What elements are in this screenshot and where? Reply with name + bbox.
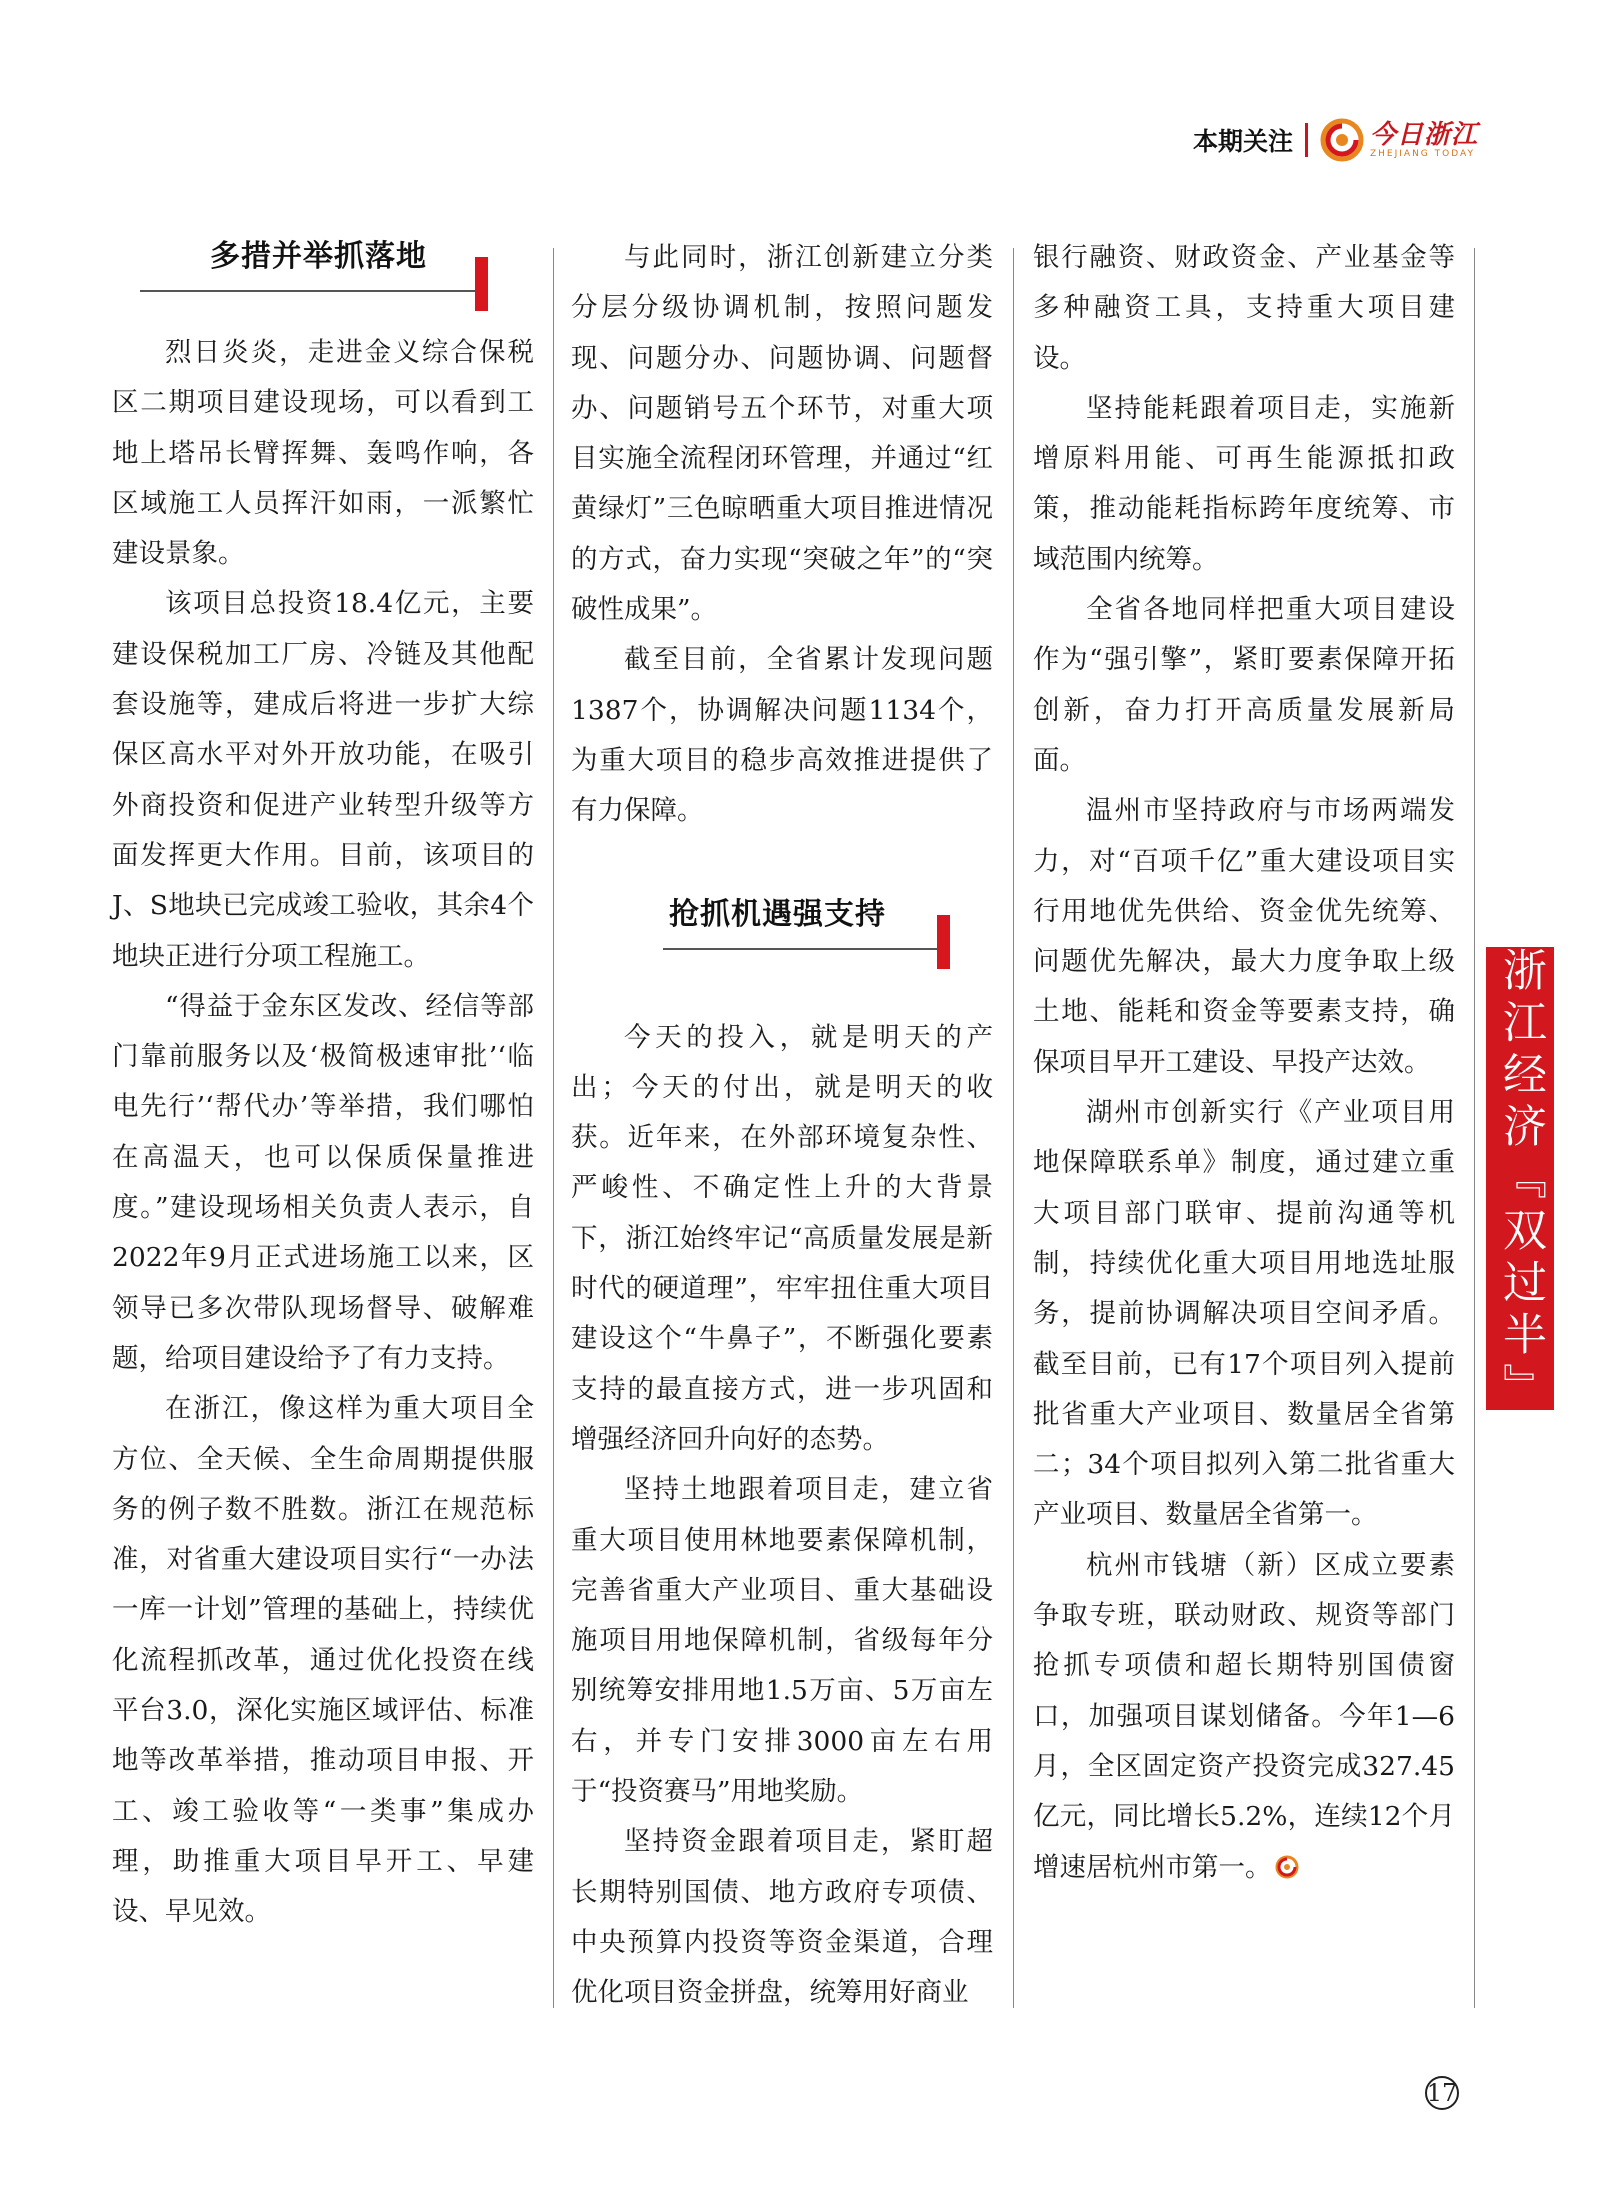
section-heading-text: 抢抓机遇强支持 [669, 896, 886, 932]
last-paragraph [1033, 1541, 1455, 1893]
paragraph: 该项目总投资18.4亿元，主要建设保税加工厂房、冷链及其他配套设施等，建成后将进一步扩大综保区高水平对外开放功能，在吸引外商投资和促进产业转型升级等方面发挥更大作用。目前，该项目的J、S地块已完成竣工验收，其余4个地块正进行分项工程施工。 [112, 588, 534, 972]
section-label: 本期关注 [1192, 127, 1293, 156]
side-tab-text: 浙江经济『双过半』 [1495, 947, 1546, 1415]
paragraph: 湖州市创新实行《产业项目用地保障联系单》制度，通过建立重大项目部门联审、提前沟通等机制，持续优化重大项目用地选址服务，提前协调解决项目空间矛盾。截至目前，已有17个项目列入提前批省重大产业项目、数量居全省第二；34个项目拟列入第二批省重大产业项目、数量居全省第一。 [1033, 1097, 1455, 1531]
column-divider [1013, 248, 1014, 2008]
heading-red-accent [475, 257, 488, 311]
section-heading-1 [112, 231, 534, 323]
column-divider [553, 248, 554, 2008]
logo-text-cn: 今日浙江 [1369, 119, 1478, 150]
page-number: 17 [1425, 2076, 1459, 2110]
heading-underline [663, 948, 943, 950]
column-divider [1474, 248, 1475, 2008]
paragraph-text: 杭州市钱塘（新）区成立要素争取专班，联动财政、规资等部门抢抓专项债和超长期特别国债窗口，加强项目谋划储备。今年1—6月，全区固定资产投资完成327.45亿元，同比增长5.2%，连续12个月增速居杭州市第一。 [1033, 1549, 1455, 1883]
heading-underline [140, 290, 480, 292]
side-section-tab [1486, 947, 1554, 1415]
paragraph: 烈日炎炎，走进金义综合保税区二期项目建设现场，可以看到工地上塔吊长臂挥舞、轰鸣作响，各区域施工人员挥汗如雨，一派繁忙建设景象。 [112, 337, 534, 570]
page-header [1193, 112, 1478, 168]
paragraph: 全省各地同样把重大项目建设作为“强引擎”，紧盯要素保障开拓创新，奋力打开高质量发展新局面。 [1033, 594, 1455, 776]
heading-red-accent [937, 915, 950, 969]
section-heading-2 [571, 889, 993, 981]
paragraph: 与此同时，浙江创新建立分类分层分级协调机制，按照问题发现、问题分办、问题协调、问题督办、问题销号五个环节，对重大项目实施全流程闭环管理，并通过“红黄绿灯”三色晾晒重大项目推进情况的方式，奋力实现“突破之年”的“突破性成果”。 [571, 242, 993, 626]
article-column-3 [1033, 233, 1455, 1893]
paragraph-continued: 银行融资、财政资金、产业基金等多种融资工具，支持重大项目建设。 [1033, 242, 1455, 374]
paragraph: 坚持土地跟着项目走，建立省重大项目使用林地要素保障机制，完善省重大产业项目、重大基础设施项目用地保障机制，省级每年分别统筹安排用地1.5万亩、5万亩左右，并专门安排3000亩左右用于“投资赛马”用地奖励。 [571, 1474, 993, 1808]
paragraph: 温州市坚持政府与市场两端发力，对“百项千亿”重大建设项目实行用地优先供给、资金优先统筹、问题优先解决，最大力度争取上级土地、能耗和资金等要素支持，确保项目早开工建设、早投产达效。 [1033, 795, 1455, 1078]
paragraph: 坚持资金跟着项目走，紧盯超长期特别国债、地方政府专项债、中央预算内投资等资金渠道，合理优化项目资金拼盘，统筹用好商业 [571, 1826, 993, 2009]
header-divider [1305, 123, 1308, 157]
section-heading-text: 多措并举抓落地 [210, 239, 427, 274]
article-column-1 [112, 239, 534, 1938]
paragraph: 坚持能耗跟着项目走，实施新增原料用能、可再生能源抵扣政策，推动能耗指标跨年度统筹、市域范围内统筹。 [1033, 392, 1455, 575]
paragraph: 在浙江，像这样为重大项目全方位、全天候、全生命周期提供服务的例子数不胜数。浙江在规范标准，对省重大建设项目实行“一办法一库一计划”管理的基础上，持续优化流程抓改革，通过优化投资在线平台3.0，深化实施区域评估、标准地等改革举措，推动项目申报、开工、竣工验收等“一类事”集成办理，助推重大项目早开工、早建设、早见效。 [112, 1393, 534, 1928]
logo-swirl-icon [1320, 118, 1364, 162]
paragraph: “得益于金东区发改、经信等部门靠前服务以及‘极简极速审批’‘临电先行’‘帮代办’等举措，我们哪怕在高温天，也可以保质保量推进度。”建设现场相关负责人表示，自2022年9月正式进场施工以来，区领导已多次带队现场督导、破解难题，给项目建设给予了有力支持。 [112, 990, 534, 1374]
logo-text-en: ZHEJIANG TODAY [1369, 148, 1475, 159]
article-column-2 [571, 233, 993, 2019]
paragraph: 截至目前，全省累计发现问题1387个，协调解决问题1134个，为重大项目的稳步高效推进提供了有力保障。 [571, 644, 993, 827]
publication-logo [1320, 118, 1478, 162]
end-mark-icon [1275, 1855, 1299, 1879]
paragraph: 今天的投入，就是明天的产出；今天的付出，就是明天的收获。近年来，在外部环境复杂性、严峻性、不确定性上升的大背景下，浙江始终牢记“高质量发展是新时代的硬道理”，牢牢扭住重大项目建设这个“牛鼻子”，不断强化要素支持的最直接方式，进一步巩固和增强经济回升向好的态势。 [571, 1021, 993, 1455]
